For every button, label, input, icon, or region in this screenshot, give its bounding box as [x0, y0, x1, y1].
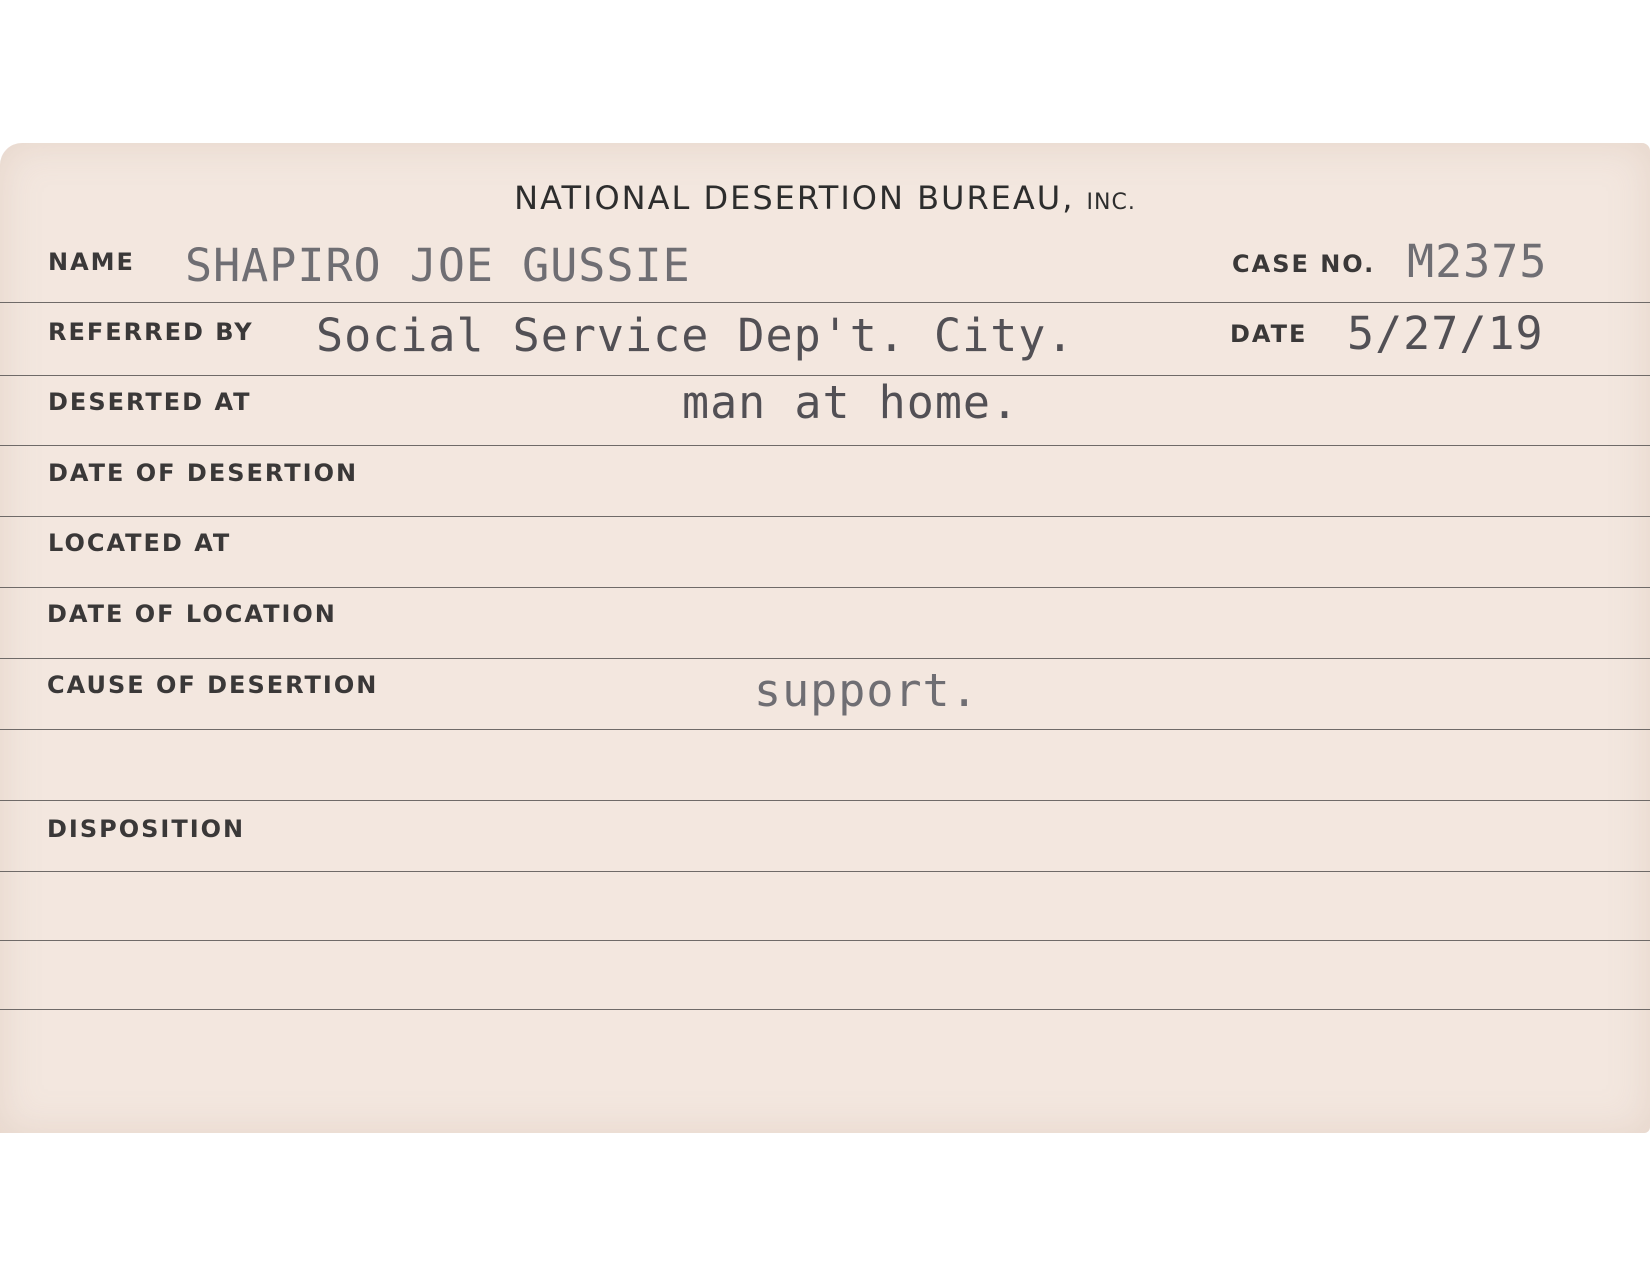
ruled-line [0, 587, 1650, 588]
ruled-line [0, 658, 1650, 659]
ruled-line [0, 516, 1650, 517]
ruled-line [0, 729, 1650, 730]
referred-by-label: REFERRED BY [48, 318, 254, 346]
case-no-value: M2375 [1407, 235, 1548, 288]
deserted-at-label: DESERTED AT [48, 388, 252, 416]
date-of-desertion-label: DATE OF DESERTION [48, 459, 359, 487]
ruled-line [0, 871, 1650, 872]
name-value: SHAPIRO JOE GUSSIE [185, 239, 691, 292]
cause-of-desertion-value: support. [754, 664, 979, 717]
date-value: 5/27/19 [1347, 307, 1544, 360]
disposition-label: DISPOSITION [47, 815, 246, 843]
ruled-line [0, 445, 1650, 446]
date-label: DATE [1230, 320, 1308, 348]
name-label: NAME [48, 248, 135, 276]
date-of-location-label: DATE OF LOCATION [47, 600, 337, 628]
ruled-line [0, 940, 1650, 941]
ruled-line [0, 302, 1650, 303]
ruled-line [0, 800, 1650, 801]
cause-of-desertion-label: CAUSE OF DESERTION [47, 671, 379, 699]
ruled-line [0, 1009, 1650, 1010]
located-at-label: LOCATED AT [48, 529, 232, 557]
card-title-text: NATIONAL DESERTION BUREAU, [514, 179, 1075, 217]
card-title-suffix: INC. [1086, 190, 1136, 215]
case-no-label: CASE NO. [1232, 250, 1376, 278]
card-title [0, 179, 1650, 217]
referred-by-value: Social Service Dep't. City. [316, 309, 1075, 362]
index-card [0, 143, 1650, 1133]
deserted-at-value: man at home. [682, 376, 1020, 429]
